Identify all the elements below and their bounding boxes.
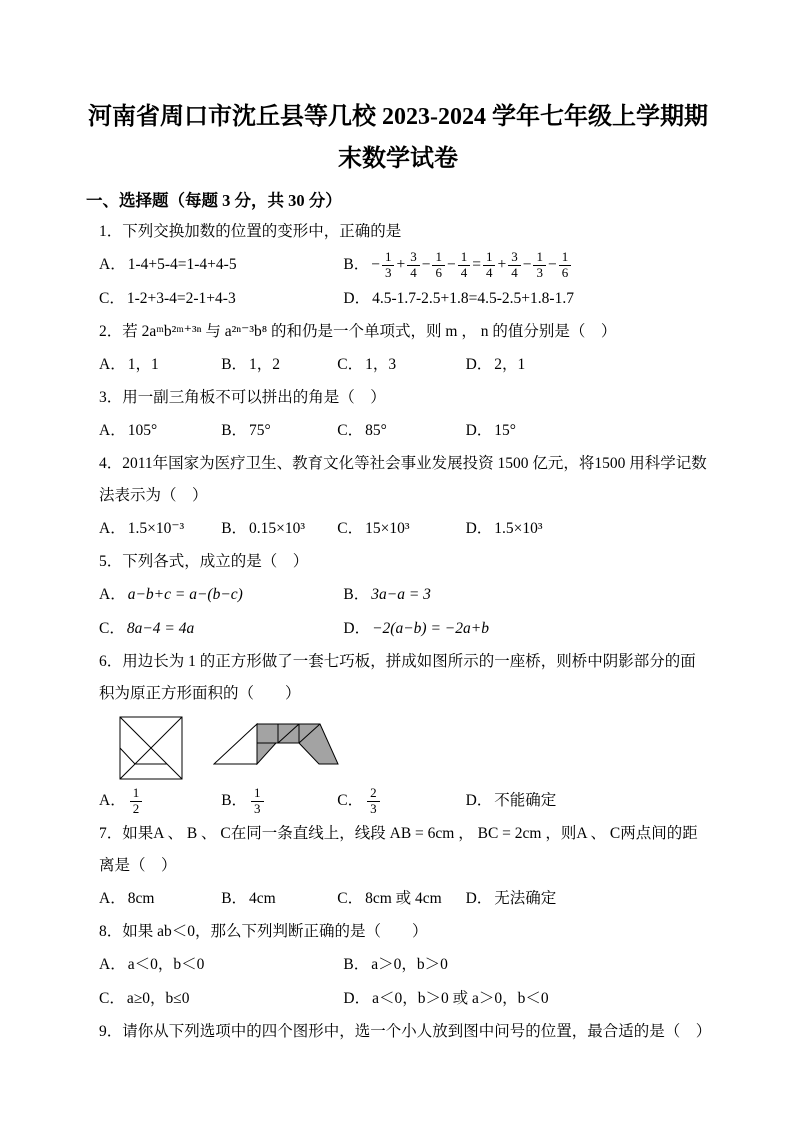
exam-title-line1: 河南省周口市沈丘县等几校 2023-2024 学年七年级上学期期	[88, 104, 708, 130]
option-text: 8cm 或 4cm	[365, 890, 442, 907]
option-4d	[466, 512, 710, 546]
option-text: 105°	[127, 422, 158, 439]
question-3	[99, 382, 710, 448]
option-label: B．	[221, 520, 248, 537]
option-label: D．	[465, 890, 493, 907]
option-6a	[99, 784, 221, 818]
question-2-stem: 2．若 2aᵐb²ᵐ⁺³ⁿ 与 a²ⁿ⁻³b⁸ 的和仍是一个单项式，则 m ， n 的值分别是（ ）	[99, 323, 617, 340]
question-4	[99, 448, 710, 546]
option-text: a≥0，b≤0	[126, 990, 190, 1007]
option-label: D．	[343, 620, 371, 637]
question-8	[99, 916, 710, 1016]
option-3a	[99, 414, 221, 448]
option-label: B．	[221, 422, 248, 439]
option-6c	[337, 784, 465, 818]
option-label: B．	[221, 792, 248, 809]
option-label: C．	[99, 290, 125, 307]
question-4-options	[99, 512, 710, 546]
option-label: A．	[99, 890, 126, 907]
option-text: a＜0，b＜0	[127, 956, 205, 973]
option-text: 不能确定	[494, 792, 557, 809]
option-6b	[221, 784, 337, 818]
option-8b	[343, 948, 710, 982]
option-label: D．	[343, 290, 371, 307]
option-label: D．	[465, 356, 493, 373]
option-text: a＞0，b＞0	[371, 956, 448, 973]
option-label: C．	[337, 520, 364, 537]
option-label: A．	[99, 956, 126, 973]
option-text: 8cm	[127, 890, 155, 907]
question-7	[99, 818, 710, 916]
bridge-left-slope-triangle	[214, 724, 257, 764]
question-4-stem: 4．2011年国家为医疗卫生、教育文化等社会事业发展投资 1500 亿元，将1500 用科学记数法表示为（ ）	[99, 455, 707, 504]
option-8c	[99, 982, 343, 1016]
option-label: C．	[99, 620, 125, 637]
option-label: B．	[343, 956, 370, 973]
option-text: −2(a−b) = −2a+b	[372, 620, 489, 637]
option-label: B．	[221, 890, 248, 907]
option-text: 15°	[494, 422, 516, 439]
bridge-shaded-left-pier	[257, 743, 276, 764]
option-label: C．	[337, 356, 364, 373]
question-8-stem: 8．如果 ab＜0，那么下列判断正确的是（ ）	[99, 923, 428, 940]
tangram-square-figure	[119, 716, 183, 780]
option-label: B．	[221, 356, 248, 373]
option-text: a−b+c = a−(b−c)	[127, 586, 243, 603]
option-5d	[343, 612, 710, 646]
question-6-options	[99, 784, 710, 818]
option-text: 2，1	[494, 356, 526, 373]
option-label: A．	[99, 422, 126, 439]
question-5-options	[99, 578, 710, 646]
option-3d	[466, 414, 710, 448]
question-2-options	[99, 348, 710, 382]
option-text: 1.5×10⁻³	[127, 520, 185, 537]
tangram-bridge-figure	[213, 723, 339, 765]
option-1c	[99, 282, 343, 316]
option-text: 4.5-1.7-2.5+1.8=4.5-2.5+1.8-1.7	[372, 290, 574, 307]
exam-title-line2: 末数学试卷	[338, 146, 458, 172]
option-6d	[466, 784, 710, 818]
option-label: A．	[99, 356, 126, 373]
option-4a	[99, 512, 221, 546]
option-2b	[221, 348, 337, 382]
question-6-stem: 6．用边长为 1 的正方形做了一套七巧板，拼成如图所示的一座桥，则桥中阴影部分的面积为原正方形面积的（ ）	[99, 653, 696, 702]
option-label: A．	[99, 586, 126, 603]
question-1-stem: 1．下列交换加数的位置的变形中，正确的是	[99, 223, 402, 240]
question-1-options	[99, 248, 710, 316]
option-text: 1，1	[127, 356, 159, 373]
question-6-figures	[119, 716, 710, 782]
option-text: 75°	[249, 422, 271, 439]
option-label: A．	[99, 520, 126, 537]
option-text: 0.15×10³	[249, 520, 306, 537]
option-2c	[337, 348, 465, 382]
option-label: D．	[465, 520, 493, 537]
question-5	[99, 546, 710, 646]
question-8-options	[99, 948, 710, 1016]
option-2a	[99, 348, 221, 382]
option-7d	[466, 882, 710, 916]
option-text: 4cm	[249, 890, 276, 907]
option-1d	[343, 282, 710, 316]
bridge-shaded-square-1	[257, 724, 278, 743]
option-text: 1-2+3-4=2-1+4-3	[126, 290, 236, 307]
option-label: D．	[465, 792, 493, 809]
option-2d	[466, 348, 710, 382]
option-7c	[337, 882, 465, 916]
option-text: 3a−a = 3	[371, 586, 431, 603]
option-text: 无法确定	[494, 890, 557, 907]
question-7-stem: 7．如果A 、 B 、 C在同一条直线上，线段 AB = 6cm ， BC = 2cm ，则A 、 C两点间的距离是（ ）	[99, 825, 698, 874]
option-text: $\frac{1}{3}$	[249, 792, 266, 809]
option-text: $\frac{2}{3}$	[365, 792, 382, 809]
option-7a	[99, 882, 221, 916]
question-3-options	[99, 414, 710, 448]
option-label: C．	[337, 890, 364, 907]
option-5c	[99, 612, 343, 646]
option-label: A．	[99, 792, 126, 809]
section-heading-choice: 一、选择题（每题 3 分，共 30 分）	[86, 191, 342, 210]
option-text: 15×10³	[365, 520, 410, 537]
option-1b	[343, 248, 710, 282]
question-6	[99, 646, 710, 818]
option-text: 1，3	[365, 356, 397, 373]
question-9	[99, 1016, 710, 1048]
option-3b	[221, 414, 337, 448]
question-5-stem: 5．下列各式，成立的是（ ）	[99, 553, 309, 570]
option-text: $\frac{1}{2}$	[128, 792, 145, 809]
question-9-stem: 9．请你从下列选项中的四个图形中，选一个小人放到图中问号的位置，最合适的是（ ）	[99, 1023, 712, 1040]
option-label: C．	[337, 422, 364, 439]
option-label: D．	[343, 990, 371, 1007]
question-1	[99, 216, 710, 316]
option-label: D．	[465, 422, 493, 439]
question-7-options	[99, 882, 710, 916]
option-4c	[337, 512, 465, 546]
option-text: 85°	[365, 422, 387, 439]
option-label: C．	[337, 792, 364, 809]
option-text: 1-4+5-4=1-4+4-5	[127, 256, 237, 273]
option-text: 1.5×10³	[494, 520, 543, 537]
option-4b	[221, 512, 337, 546]
option-5b	[343, 578, 710, 612]
option-text: a＜0，b＞0 或 a＞0，b＜0	[372, 990, 549, 1007]
option-8d	[343, 982, 710, 1016]
option-label: B．	[343, 586, 370, 603]
option-label: C．	[99, 990, 125, 1007]
option-text: 1，2	[249, 356, 281, 373]
option-label: A．	[99, 256, 126, 273]
option-7b	[221, 882, 337, 916]
option-label: B．	[343, 256, 370, 273]
option-text: − $\frac{1}{3}$ + $\frac{3}{4}$ − $\frac{1}{6}$ − $\frac{1}{4}$ = $\frac{1}{4}$ + $\frac{3}{4}$ − $\frac{1}{3}$ − $\frac{1}{6}$	[371, 256, 573, 273]
option-text: 8a−4 = 4a	[126, 620, 195, 637]
option-1a	[99, 248, 343, 282]
question-2	[99, 316, 710, 382]
option-5a	[99, 578, 343, 612]
option-3c	[337, 414, 465, 448]
bridge-shaded-right-section	[299, 724, 338, 764]
question-3-stem: 3．用一副三角板不可以拼出的角是（ ）	[99, 389, 386, 406]
option-8a	[99, 948, 343, 982]
